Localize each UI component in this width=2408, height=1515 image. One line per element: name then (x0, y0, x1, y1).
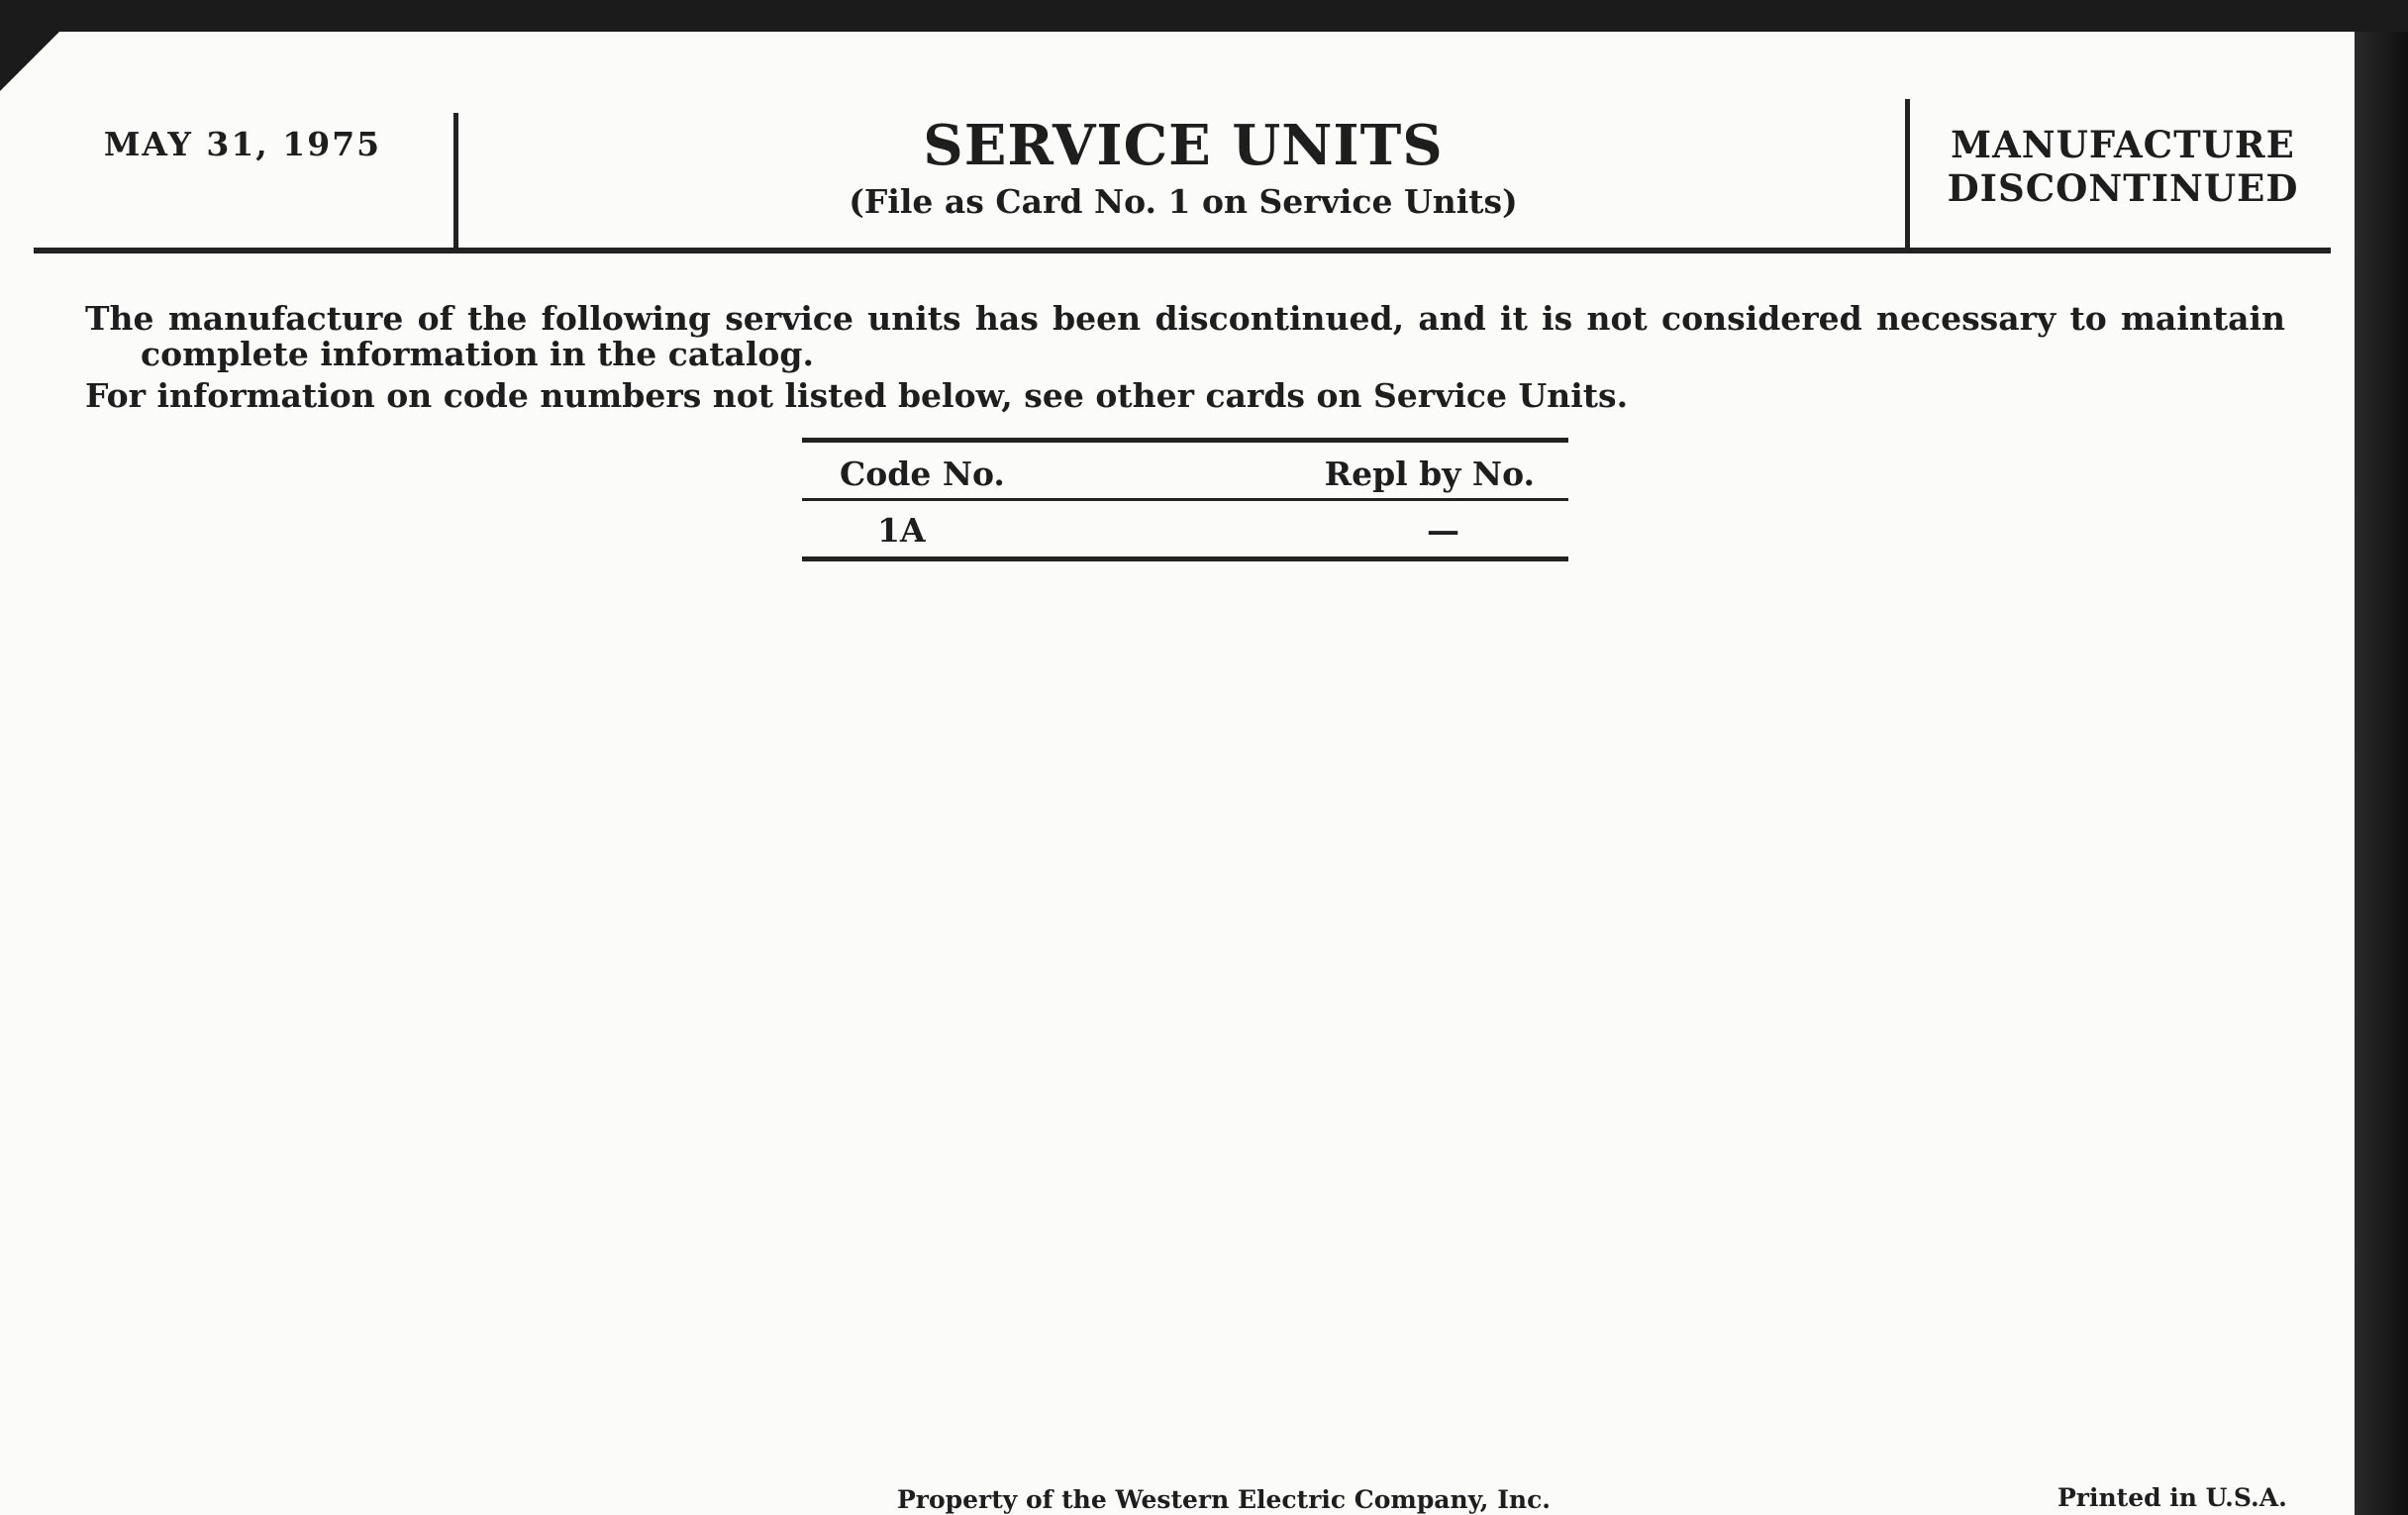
footer-printed: Printed in U.S.A. (2057, 1483, 2287, 1512)
scan-edge-shadow (2355, 32, 2408, 1515)
code-cell: 1A (877, 511, 926, 550)
header-divider-left (453, 113, 458, 252)
column-header-repl: Repl by No. (1324, 454, 1535, 493)
table-bottom-rule (802, 556, 1568, 561)
header-divider-right (1905, 99, 1910, 250)
code-table (802, 438, 1568, 561)
status-line-2: DISCONTINUED (1947, 166, 2299, 210)
discontinued-notice: The manufacture of the following service units has been discontinued, and it is not considered necessary to maintain complete information in the catalog. (85, 299, 2285, 373)
card-date: MAY 31, 1975 (103, 125, 382, 163)
status-line-1: MANUFACTURE (1951, 123, 2295, 166)
reference-note: For information on code numbers not listed below, see other cards on Service Units. (85, 376, 1629, 415)
replacement-cell: — (1427, 511, 1459, 550)
footer-property: Property of the Western Electric Company, Inc. (897, 1485, 1552, 1514)
status-label (1917, 123, 2329, 210)
card-title: SERVICE UNITS (923, 113, 1444, 178)
service-card (0, 32, 2355, 1515)
card-subtitle: (File as Card No. 1 on Service Units) (849, 182, 1518, 221)
header-rule (34, 248, 2331, 253)
table-row (802, 501, 1568, 556)
column-header-code: Code No. (840, 454, 1005, 493)
table-header-row (802, 443, 1568, 498)
